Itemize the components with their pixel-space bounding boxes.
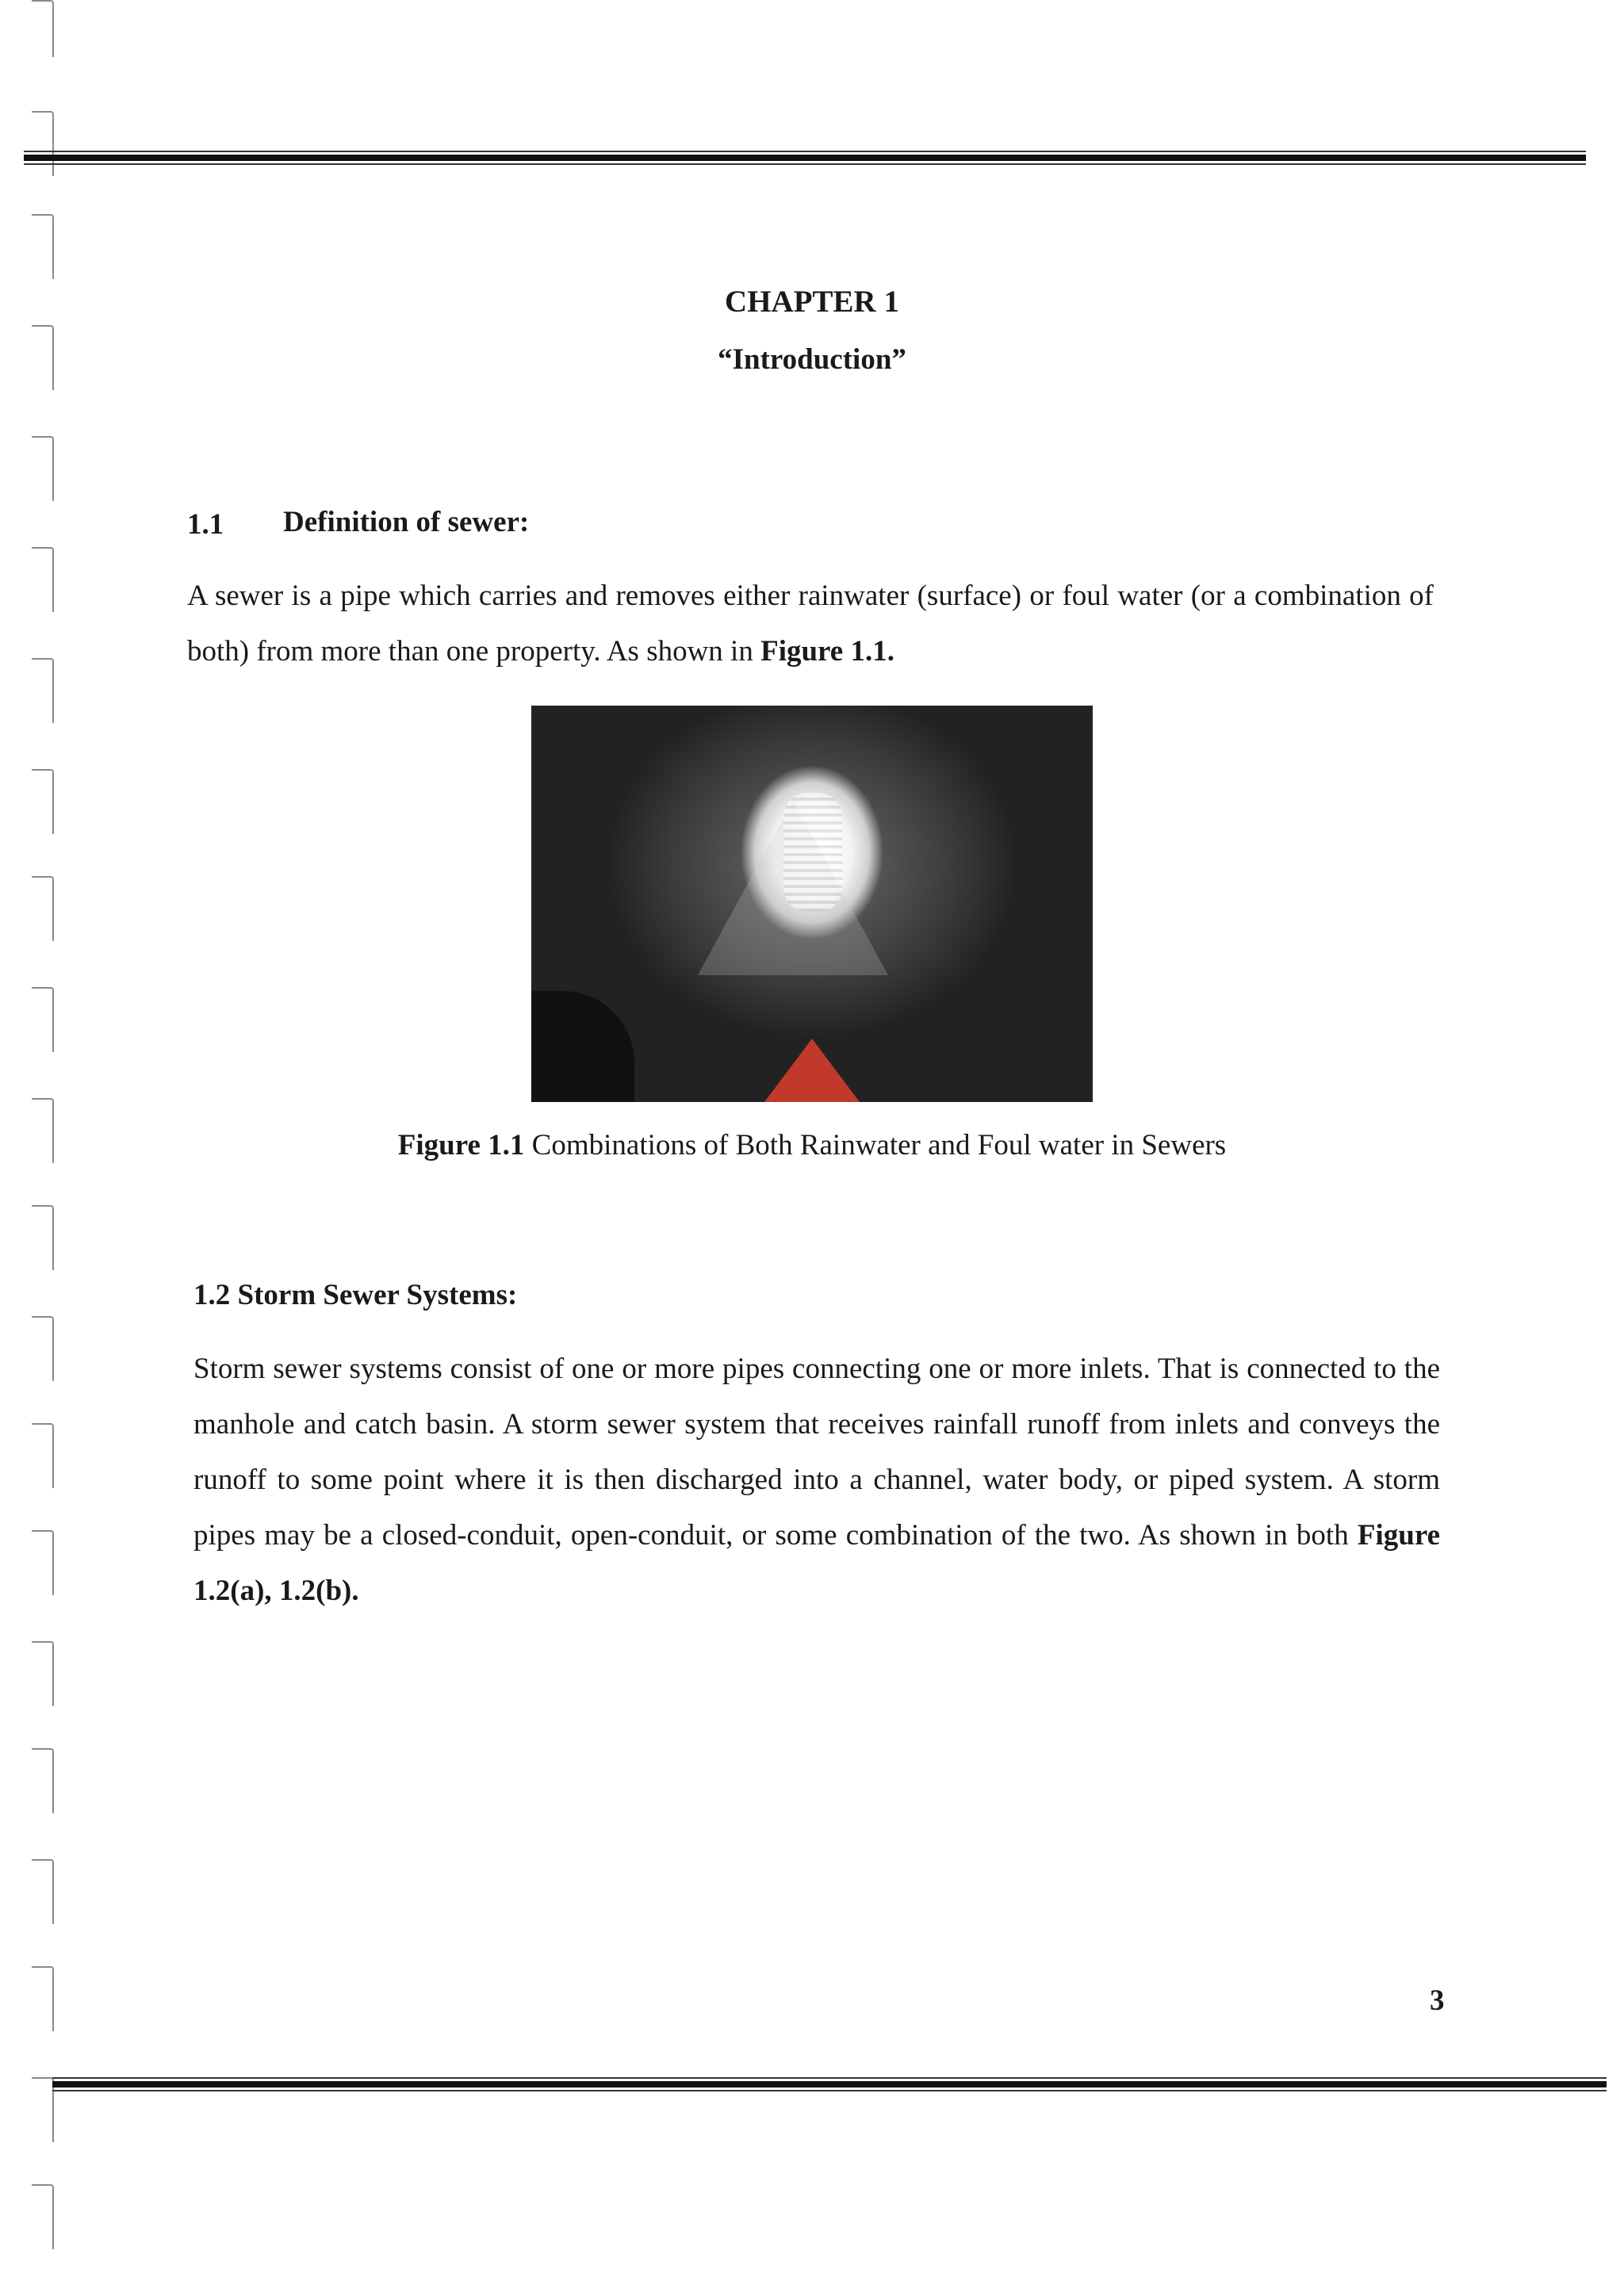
binding-mark <box>32 1316 54 1381</box>
chapter-title: “Introduction” <box>718 343 906 376</box>
section-number: 1.1 <box>187 508 224 541</box>
binding-mark <box>32 0 54 57</box>
binding-mark <box>32 2184 54 2249</box>
section-heading: Definition of sewer: <box>283 506 530 538</box>
figure-reference: Figure 1.1. <box>760 635 894 668</box>
binding-mark <box>32 547 54 612</box>
figure-label: Figure 1.1 <box>397 1129 525 1161</box>
binding-mark <box>32 1205 54 1270</box>
section-heading: 1.2 Storm Sewer Systems: <box>193 1279 518 1311</box>
binding-mark <box>32 1641 54 1706</box>
figure-reference: Figure 1.2(a), 1.2(b). <box>193 1519 1440 1607</box>
footer-rule <box>52 2077 1607 2091</box>
binding-mark <box>32 1748 54 1813</box>
binding-mark <box>32 111 54 176</box>
section-body-paragraph <box>187 568 1434 679</box>
binding-mark <box>32 2077 54 2142</box>
section-body-paragraph <box>193 1341 1440 1619</box>
binding-mark <box>32 769 54 834</box>
binding-mark <box>32 658 54 723</box>
figure-caption <box>0 1128 1624 1162</box>
binding-mark <box>32 1966 54 2031</box>
binding-mark <box>32 987 54 1052</box>
page-number: 3 <box>1430 1984 1445 2017</box>
binding-mark <box>32 876 54 941</box>
sewer-pipe-photo <box>531 706 1093 1102</box>
binding-mark <box>32 214 54 279</box>
chapter-label: CHAPTER 1 <box>725 285 899 319</box>
binding-mark <box>32 1423 54 1488</box>
binding-mark <box>32 1859 54 1924</box>
paragraph-text: Storm sewer systems consist of one or more pipes connecting one or more inlets. That is connected to the manhole and catch basin. A storm sewer system that receives rainfall runoff from inlets and conveys the runoff to some point where it is then discharged into a channel, water body, or piped system. A storm pipes may be a closed-conduit, open-conduit, or some combination of the two. As shown in both <box>193 1353 1440 1552</box>
figure-caption-text: Combinations of Both Rainwater and Foul water in Sewers <box>524 1129 1227 1161</box>
binding-mark <box>32 436 54 501</box>
paragraph-text: A sewer is a pipe which carries and removes either rainwater (surface) or foul water (or a combination of both) from more than one property. As shown in <box>187 580 1434 668</box>
header-rule <box>24 151 1586 165</box>
binding-mark <box>32 1530 54 1595</box>
